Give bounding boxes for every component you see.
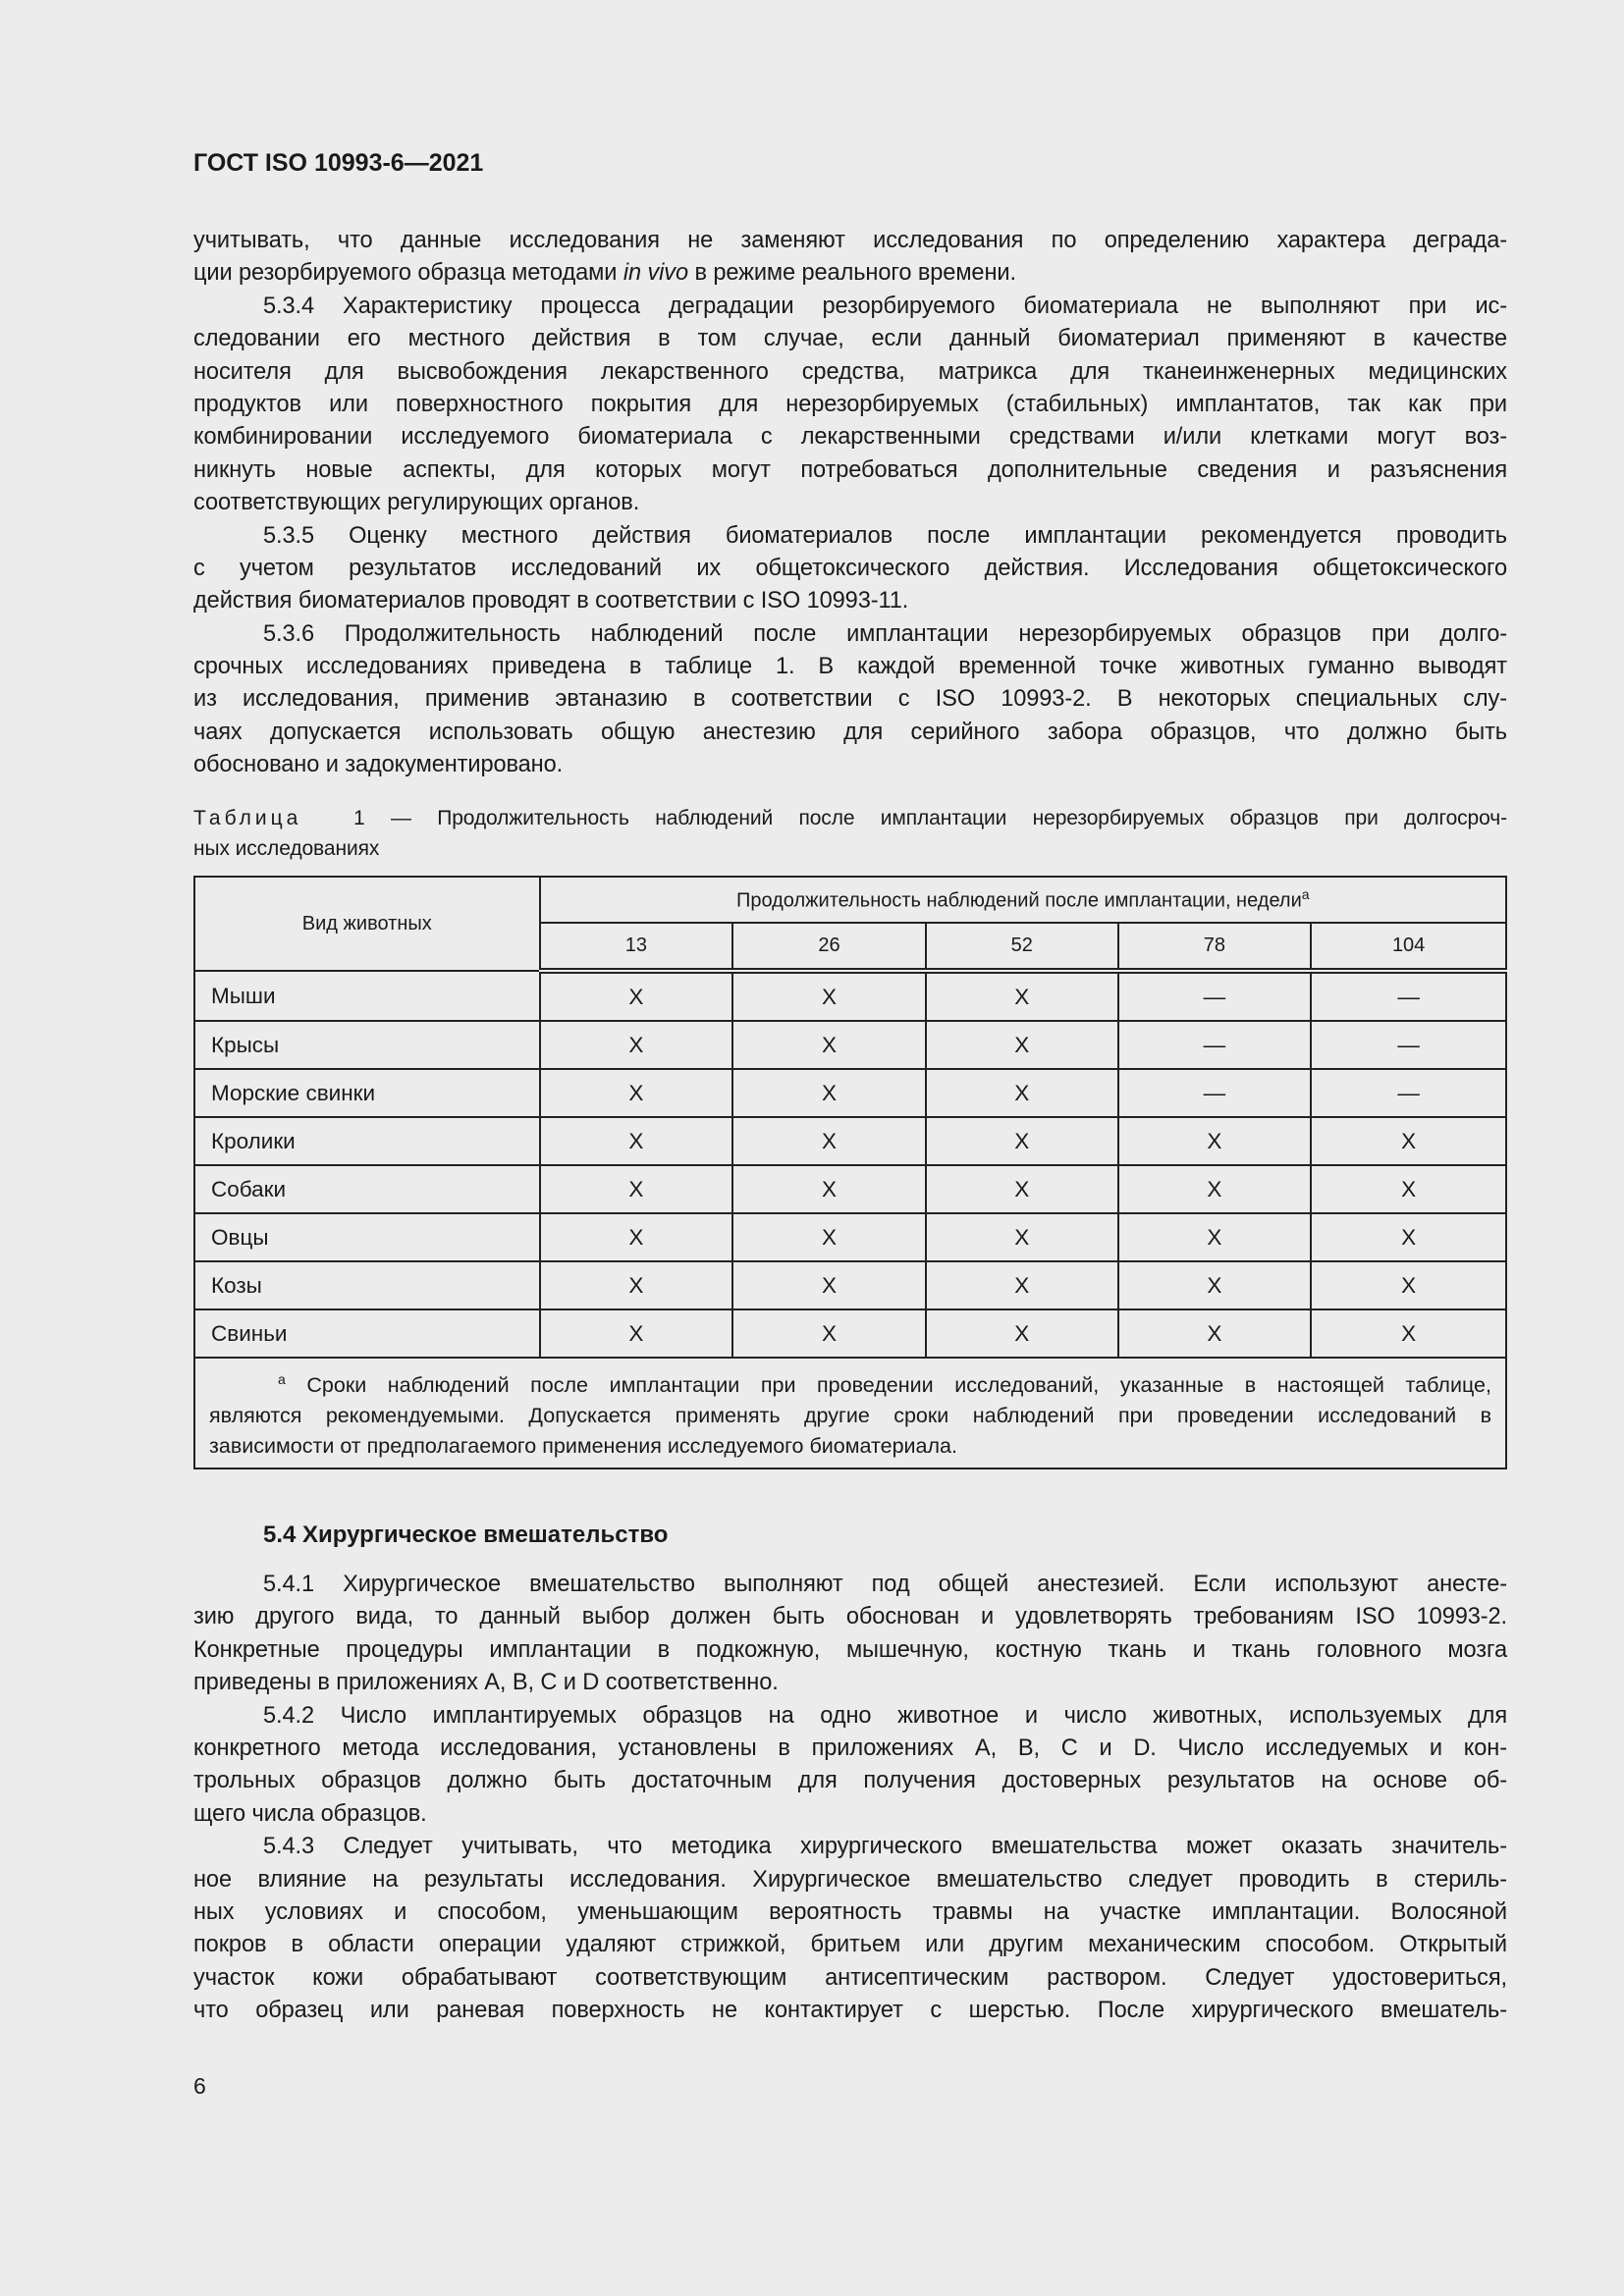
column-header-duration: Продолжительность наблюдений после имплантации, недели$^a$ [540, 877, 1506, 923]
duration-cell: X [1118, 1117, 1312, 1165]
duration-cell: X [926, 1213, 1118, 1261]
text-line: следовании его местного действия в том случае, если данный биоматериал применяют в качестве [193, 326, 1507, 352]
duration-cell: X [540, 1117, 733, 1165]
column-header-week: 13 [540, 923, 733, 971]
column-header-week: 52 [926, 923, 1118, 971]
duration-cell: X [926, 971, 1118, 1021]
table-row [194, 1021, 1506, 1069]
footnote-text: являются рекомендуемыми. Допускается применять другие сроки наблюдений при проведении исследований в [209, 1404, 1491, 1428]
table-row [194, 1309, 1506, 1358]
table-caption [193, 803, 1507, 864]
text-line: продуктов или поверхностного покрытия для нерезорбируемых (стабильных) имплантатов, так как при [193, 391, 1507, 417]
duration-cell: — [1118, 1021, 1312, 1069]
duration-cell: X [926, 1021, 1118, 1069]
column-header-week: 104 [1311, 923, 1506, 971]
text-line: 5.4.2 Число имплантируемых образцов на одно животное и число животных, используемых для [263, 1702, 1507, 1729]
table-row [194, 1165, 1506, 1213]
duration-cell: X [540, 1021, 733, 1069]
text-line: комбинировании исследуемого биоматериала с лекарственными средствами и/или клетками могут воз- [193, 424, 1507, 451]
duration-cell: X [1118, 1213, 1312, 1261]
text-line: 5.4.3 Следует учитывать, что методика хирургического вмешательства может оказать значитель- [263, 1834, 1507, 1860]
intro-text [193, 225, 1507, 782]
duration-cell: X [926, 1165, 1118, 1213]
animal-name: Мыши [194, 971, 540, 1021]
animal-name: Козы [194, 1261, 540, 1309]
text-line: конкретного метода исследования, установлены в приложениях А, В, С и D. Число исследуемых и кон- [193, 1735, 1507, 1761]
table-caption-text: 1 — Продолжительность наблюдений после имплантации нерезорбируемых образцов при долгосроч- [353, 807, 1507, 829]
duration-cell: — [1311, 1069, 1506, 1117]
duration-cell: X [1311, 1261, 1506, 1309]
text-line: никнуть новые аспекты, для которых могут потребоваться дополнительные сведения и разъяснения [193, 456, 1507, 483]
table-row [194, 971, 1506, 1021]
table-row [194, 1261, 1506, 1309]
text-line: учитывать, что данные исследования не заменяют исследования по определению характера деграда- [193, 228, 1507, 253]
text-line: действия биоматериалов проводят в соответствии с ISO 10993-11. [193, 588, 909, 614]
duration-cell: X [1311, 1213, 1506, 1261]
text-line: 5.4.1 Хирургическое вмешательство выполняют под общей анестезией. Если используют анесте- [263, 1572, 1507, 1597]
duration-cell: X [1311, 1165, 1506, 1213]
footnote-mark: a [278, 1371, 286, 1387]
text-segment: in vivo [623, 260, 689, 287]
table-caption-label: Таблица [193, 807, 302, 829]
footnote-line [209, 1401, 1491, 1431]
duration-cell: X [926, 1309, 1118, 1358]
column-header-week: 78 [1118, 923, 1312, 971]
duration-cell: X [1311, 1117, 1506, 1165]
animal-name: Морские свинки [194, 1069, 540, 1117]
duration-cell: X [1118, 1309, 1312, 1358]
animal-name: Крысы [194, 1021, 540, 1069]
duration-cell: X [540, 1069, 733, 1117]
text-line: зию другого вида, то данный выбор должен быть обоснован и удовлетворять требованиям ISO 10993-2. [193, 1604, 1507, 1630]
animal-name: Кролики [194, 1117, 540, 1165]
text-line: щего числа образцов. [193, 1800, 427, 1827]
section-text [193, 1569, 1507, 2027]
footnote-line [209, 1364, 1491, 1401]
text-line [193, 257, 1507, 290]
duration-cell: X [926, 1117, 1118, 1165]
text-line: ное влияние на результаты исследования. Хирургическое вмешательство следует проводить в стериль- [193, 1866, 1507, 1893]
duration-cell: X [926, 1261, 1118, 1309]
table-row [194, 1069, 1506, 1117]
table-row [194, 1117, 1506, 1165]
text-line: с учетом результатов исследований их общетоксического действия. Исследования общетоксического [193, 555, 1507, 581]
animal-name: Свиньи [194, 1309, 540, 1358]
duration-cell: X [540, 1309, 733, 1358]
page-number: 6 [193, 2073, 206, 2099]
footnote-text: Сроки наблюдений после имплантации при проведении исследований, указанные в настоящей таблице, [306, 1373, 1491, 1398]
text-line: носителя для высвобождения лекарственного средства, матрикса для тканеинженерных медицинских [193, 358, 1507, 385]
text-line: ных условиях и способом, уменьшающим вероятность травмы на участке имплантации. Волосяной [193, 1898, 1507, 1925]
text-line: чаях допускается использовать общую анестезию для серийного забора образцов, что должно быть [193, 719, 1507, 745]
document-header: ГОСТ ISO 10993-6—2021 [193, 149, 484, 177]
section-title: 5.4 Хирургическое вмешательство [263, 1522, 669, 1548]
text-line: обосновано и задокументировано. [193, 752, 564, 778]
table-row [194, 1213, 1506, 1261]
duration-cell: X [732, 1069, 926, 1117]
column-header-animal: Вид животных [194, 877, 540, 971]
duration-cell: X [732, 1309, 926, 1358]
animal-name: Овцы [194, 1213, 540, 1261]
footnote-line [209, 1431, 1491, 1462]
text-line: срочных исследованиях приведена в таблице 1. В каждой временной точке животных гуманно выводят [193, 654, 1507, 680]
text-line: 5.3.6 Продолжительность наблюдений после имплантации нерезорбируемых образцов при долго- [263, 620, 1507, 647]
table-caption-text-2: ных исследованиях [193, 837, 380, 860]
footnote-text: зависимости от предполагаемого применения исследуемого биоматериала. [209, 1434, 957, 1459]
duration-cell: X [1118, 1165, 1312, 1213]
duration-cell: X [540, 1213, 733, 1261]
text-line: соответствующих регулирующих органов. [193, 490, 640, 516]
text-line: Конкретные процедуры имплантации в подкожную, мышечную, костную ткань и ткань головного мозга [193, 1636, 1507, 1663]
duration-cell: — [1118, 1069, 1312, 1117]
text-line: приведены в приложениях А, В, С и D соответственно. [193, 1670, 779, 1696]
text-segment: в режиме реального времени. [688, 260, 1016, 287]
table-footnote [194, 1358, 1506, 1468]
observation-duration-table [193, 876, 1507, 1469]
duration-cell: X [540, 1261, 733, 1309]
text-line: что образец или раневая поверхность не контактирует с шерстью. После хирургического вмешатель- [193, 1998, 1507, 2024]
animal-name: Собаки [194, 1165, 540, 1213]
text-line: из исследования, применив эвтаназию в соответствии с ISO 10993-2. В некоторых специальных слу- [193, 686, 1507, 713]
table-footnote-row [194, 1358, 1506, 1468]
duration-cell: X [732, 971, 926, 1021]
duration-cell: X [926, 1069, 1118, 1117]
text-segment: ции резорбируемого образца методами [193, 260, 623, 287]
duration-cell: X [1118, 1261, 1312, 1309]
duration-cell: X [732, 1261, 926, 1309]
duration-cell: X [540, 1165, 733, 1213]
text-line: трольных образцов должно быть достаточным для получения достоверных результатов на основе об- [193, 1768, 1507, 1794]
duration-cell: — [1311, 971, 1506, 1021]
text-line: 5.3.5 Оценку местного действия биоматериалов после имплантации рекомендуется проводить [263, 522, 1507, 549]
duration-cell: — [1311, 1021, 1506, 1069]
duration-cell: X [540, 971, 733, 1021]
text-line: 5.3.4 Характеристику процесса деградации резорбируемого биоматериала не выполняют при ис- [263, 293, 1507, 319]
duration-cell: X [732, 1021, 926, 1069]
duration-cell: X [732, 1117, 926, 1165]
column-header-week: 26 [732, 923, 926, 971]
duration-cell: — [1118, 971, 1312, 1021]
text-line: покров в области операции удаляют стрижкой, бритьем или другим механическим способом. Открытый [193, 1932, 1507, 1958]
text-line: участок кожи обрабатывают соответствующим антисептическим раствором. Следует удостовериться, [193, 1964, 1507, 1991]
duration-cell: X [732, 1165, 926, 1213]
duration-cell: X [1311, 1309, 1506, 1358]
duration-cell: X [732, 1213, 926, 1261]
